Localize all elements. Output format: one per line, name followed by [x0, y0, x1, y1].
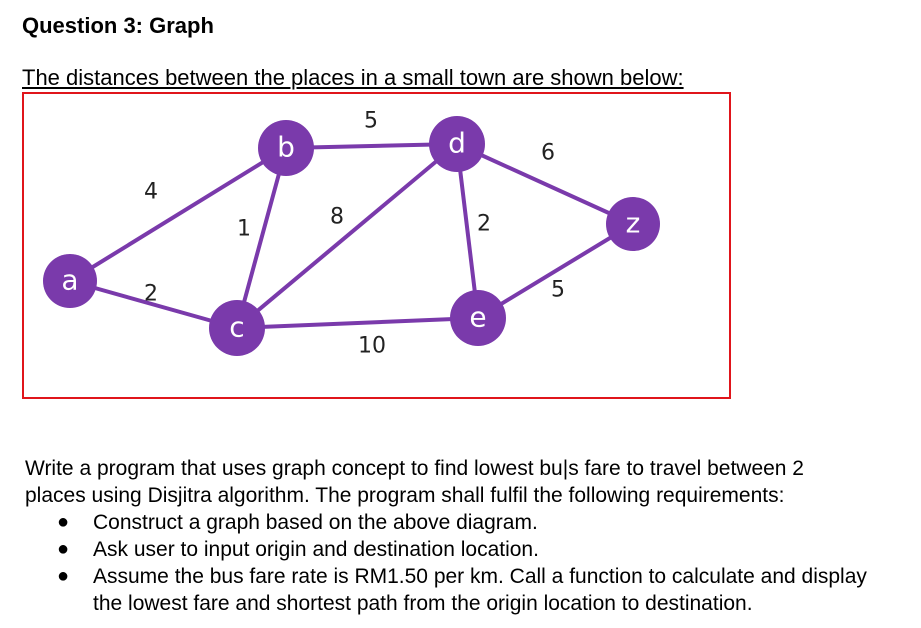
edge-weight-e-z: 5 — [551, 277, 565, 303]
question-paragraph — [25, 455, 895, 617]
edge-weight-d-z: 6 — [541, 140, 555, 166]
paragraph-line-2: places using Disjitra algorithm. The program shall fulfil the following requirements: — [25, 484, 785, 507]
edge-c-d — [237, 144, 457, 328]
edge-weight-d-e: 2 — [477, 211, 491, 237]
graph-nodes — [43, 116, 660, 356]
bullet-icon: ● — [57, 538, 70, 560]
node-label-b: b — [277, 130, 295, 164]
edge-weight-c-e: 10 — [358, 333, 386, 359]
requirement-item — [25, 563, 895, 617]
edge-c-e — [237, 318, 478, 328]
node-label-a: a — [61, 263, 79, 297]
paragraph-line-1: Write a program that uses graph concept to find lowest bu|s fare to travel between 2 — [25, 457, 804, 480]
node-label-c: c — [229, 310, 245, 344]
question-title: Question 3: Graph — [22, 13, 214, 38]
requirement-item — [25, 536, 895, 563]
requirement-text: Assume the bus fare rate is RM1.50 per km. Call a function to calculate and display the lowest fare and shortest path from the origin location to destination. — [93, 565, 867, 615]
node-label-d: d — [448, 126, 466, 160]
edge-weight-b-d: 5 — [364, 108, 378, 134]
bullet-icon: ● — [57, 565, 70, 587]
intro-text: The distances between the places in a small town are shown below: — [22, 65, 684, 90]
edge-weight-b-c: 1 — [237, 216, 251, 242]
node-label-e: e — [469, 300, 487, 334]
edge-weight-c-d: 8 — [330, 204, 344, 230]
edge-weight-a-c: 2 — [144, 281, 158, 307]
requirement-text: Construct a graph based on the above diagram. — [93, 511, 538, 534]
requirement-text: Ask user to input origin and destination location. — [93, 538, 539, 561]
requirements-list — [25, 509, 895, 617]
requirement-item — [25, 509, 895, 536]
node-label-z: z — [625, 206, 641, 240]
edge-weight-a-b: 4 — [144, 179, 158, 205]
bullet-icon: ● — [57, 511, 70, 533]
